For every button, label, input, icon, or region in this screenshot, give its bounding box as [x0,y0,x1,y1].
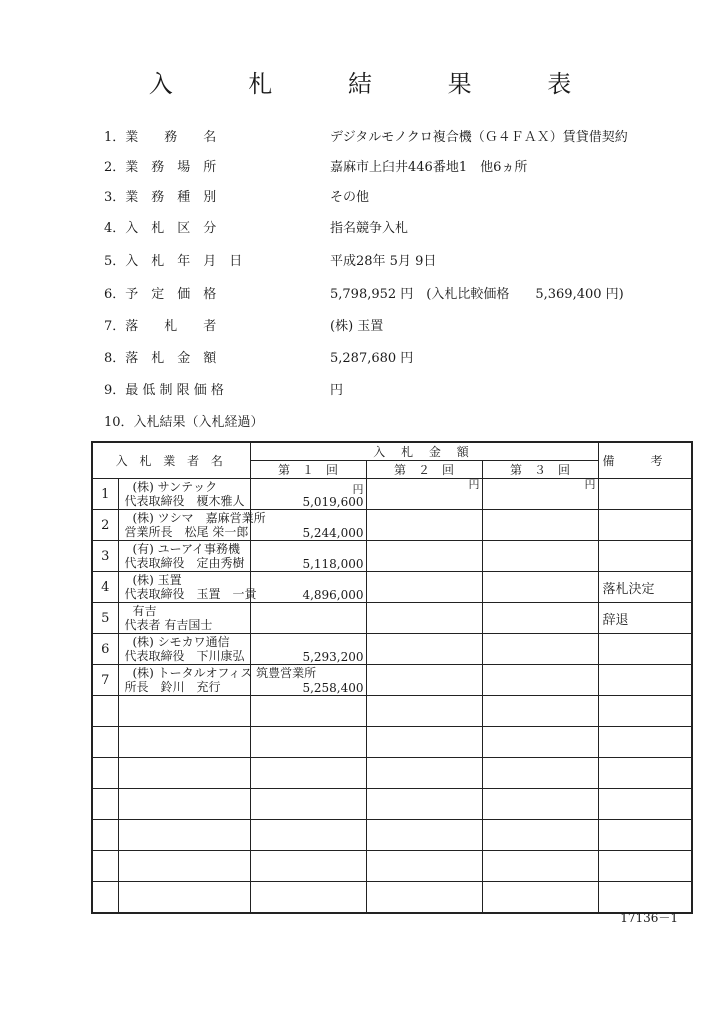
row-number: 7 [92,665,118,696]
info-label: 5．入 札 年 月 日 [104,254,243,269]
table-row [92,727,692,758]
round-3-amount [482,665,598,696]
info-row [104,347,704,369]
remarks-cell [598,665,692,696]
info-row [104,250,704,272]
round-1-amount [250,882,366,914]
table-row [92,479,692,510]
bidder-name [118,758,250,789]
table-row [92,634,692,665]
bidder-name [118,851,250,882]
round-1-amount [250,634,366,665]
round-3-amount [482,541,598,572]
bidder-name [118,634,250,665]
round-1-amount [250,510,366,541]
header-bidder: 入 札 業 者 名 [92,442,250,479]
info-row [104,379,704,401]
remarks-cell [598,851,692,882]
info-value: 5,798,952 円 (入札比較価格 5,369,400 円) [330,287,624,302]
round-3-amount [482,789,598,820]
header-round-3: 第 ３ 回 [482,461,598,479]
header-remarks: 備 考 [598,442,692,479]
round-1-amount [250,603,366,634]
remarks-cell: 落札決定 [598,572,692,603]
round-2-amount [366,758,482,789]
bid-results-table [91,441,693,914]
table-row [92,541,692,572]
bidder-name [118,789,250,820]
bidder-name [118,665,317,696]
info-label: 10．入札結果（入札経過） [104,415,264,430]
bidder-name [118,479,250,510]
info-row [104,315,704,337]
info-row [104,411,704,433]
yen-unit: 円 [468,478,480,491]
row-number: 2 [92,510,118,541]
amount-value: 5,019,600 [302,495,364,509]
bidder-representative: 所長 鈴川 充行 [124,680,221,694]
round-1-amount [250,820,366,851]
remarks-cell [598,541,692,572]
table-row [92,572,692,603]
row-number [92,789,118,820]
bidder-company: (有) ユーアイ事務機 [132,542,240,556]
row-number: 1 [92,479,118,510]
remarks-cell [598,479,692,510]
round-1-amount [250,479,366,510]
bidder-company: (株) サンテック [132,480,218,494]
row-number [92,882,118,914]
bidder-name [118,820,250,851]
page-title: 入 札 結 果 表 [148,70,606,98]
round-2-amount [366,820,482,851]
bidder-representative: 代表取締役 下川康弘 [124,649,245,663]
info-value: その他 [330,190,370,205]
bidder-name [118,603,250,634]
info-value: 指名競争入札 [330,221,409,236]
bidder-company: (株) 玉置 [132,573,182,587]
row-number [92,758,118,789]
round-1-amount [250,727,366,758]
remarks-cell [598,758,692,789]
amount-value: 5,244,000 [302,526,364,540]
row-number [92,727,118,758]
bidder-company: (株) シモカワ通信 [132,635,230,649]
info-value: 円 [330,383,344,398]
bidder-name [118,510,266,541]
info-value: (株) 玉置 [330,319,384,334]
round-3-amount [482,851,598,882]
round-2-amount [366,479,482,510]
header-round-2: 第 ２ 回 [366,461,482,479]
bidder-representative: 代表取締役 榎木雅人 [124,494,245,508]
table-row [92,696,692,727]
info-row [104,126,704,148]
round-2-amount [366,510,482,541]
round-3-amount [482,882,598,914]
table-row [92,758,692,789]
table-row [92,820,692,851]
bidder-representative: 代表取締役 定由秀樹 [124,556,245,570]
round-2-amount [366,634,482,665]
bidder-name [118,696,250,727]
round-2-amount [366,882,482,914]
info-value: デジタルモノクロ複合機（Ｇ４ＦＡＸ）賃貸借契約 [330,130,628,145]
round-1-amount [250,696,366,727]
info-value: 嘉麻市上臼井446番地1 他6ヵ所 [330,160,528,175]
bidder-company: 有吉 [132,604,157,618]
amount-value: 5,258,400 [302,681,364,695]
bidder-company: (株) ツシマ 嘉麻営業所 [132,511,266,525]
yen-unit: 円 [584,478,596,491]
bidder-representative: 代表取締役 玉置 一貴 [124,587,257,601]
amount-value: 4,896,000 [302,588,364,602]
round-1-amount [250,572,366,603]
info-label: 6．予 定 価 格 [104,287,217,302]
round-3-amount [482,479,598,510]
bidder-name [118,541,250,572]
bidder-name [118,727,250,758]
round-3-amount [482,603,598,634]
round-3-amount [482,510,598,541]
info-row [104,186,704,208]
table-row [92,603,692,634]
round-2-amount [366,851,482,882]
info-row [104,283,704,305]
table-row [92,851,692,882]
amount-value: 5,293,200 [302,650,364,664]
row-number: 6 [92,634,118,665]
row-number [92,851,118,882]
round-1-amount [250,851,366,882]
info-row [104,217,704,239]
amount-value: 5,118,000 [302,557,364,571]
round-3-amount [482,634,598,665]
round-1-amount [250,758,366,789]
yen-unit: 円 [352,483,364,496]
table-row [92,882,692,914]
info-label: 4．入 札 区 分 [104,221,217,236]
round-2-amount [366,572,482,603]
round-3-amount [482,572,598,603]
round-3-amount [482,820,598,851]
row-number: 3 [92,541,118,572]
bidder-name [118,882,250,914]
row-number [92,820,118,851]
table-row [92,789,692,820]
header-amount: 入 札 金 額 [250,442,598,461]
table-row [92,510,692,541]
info-label: 8．落 札 金 額 [104,351,217,366]
page-code: 17136－1 [620,911,678,925]
table-row [92,665,692,696]
bidder-company: (株) トータルオフィス 筑豊営業所 [132,666,317,680]
round-3-amount [482,727,598,758]
row-number: 4 [92,572,118,603]
round-2-amount [366,665,482,696]
round-2-amount [366,541,482,572]
info-label: 7．落 札 者 [104,319,217,334]
info-label: 1．業 務 名 [104,130,217,145]
bidder-representative: 営業所長 松尾 栄一郎 [124,525,249,539]
row-number [92,696,118,727]
round-2-amount [366,789,482,820]
remarks-cell [598,510,692,541]
info-label: 9．最 低 制 限 価 格 [104,383,224,398]
info-label: 3．業 務 種 別 [104,190,217,205]
round-3-amount [482,696,598,727]
remarks-cell [598,634,692,665]
remarks-cell: 辞退 [598,603,692,634]
remarks-cell [598,727,692,758]
info-value: 5,287,680 円 [330,351,414,366]
row-number: 5 [92,603,118,634]
info-label: 2．業 務 場 所 [104,160,217,175]
round-3-amount [482,758,598,789]
round-1-amount [250,541,366,572]
bidder-name [118,572,257,603]
header-round-1: 第 １ 回 [250,461,366,479]
remarks-cell [598,820,692,851]
bidder-representative: 代表者 有吉国士 [124,618,213,632]
round-2-amount [366,603,482,634]
remarks-cell [598,789,692,820]
remarks-cell [598,696,692,727]
round-2-amount [366,696,482,727]
info-value: 平成28年 5月 9日 [330,254,437,269]
round-1-amount [250,789,366,820]
info-row [104,156,704,178]
round-2-amount [366,727,482,758]
